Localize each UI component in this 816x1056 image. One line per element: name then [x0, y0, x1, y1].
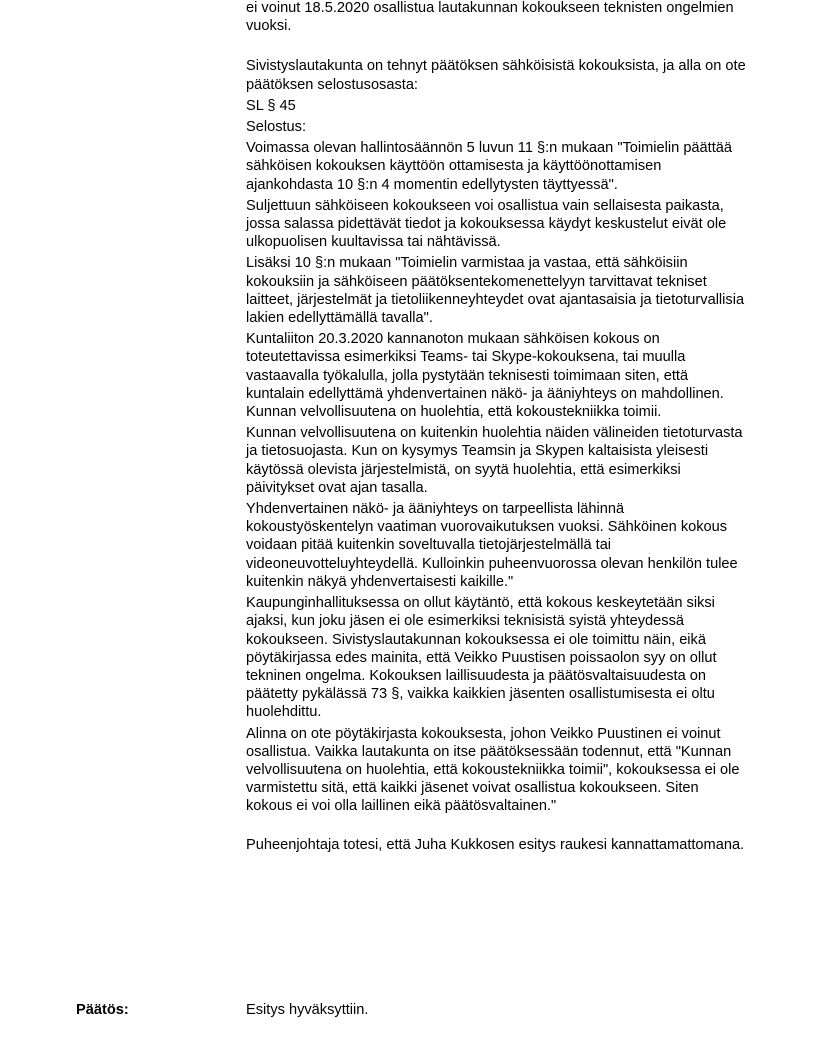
paragraph-explanation-heading: Selostus: — [246, 119, 307, 136]
paragraph-section-ref: SL § 45 — [246, 97, 296, 114]
document-body — [246, 0, 746, 857]
paragraph-board-decision: Sivistyslautakunta on tehnyt päätöksen sähköisistä kokouksista, ja alla on ote päätöksen selostusosasta: — [246, 58, 746, 93]
paragraph-kuntaliitto: Kuntaliiton 20.3.2020 kannanoton mukaan sähköisen kokous on toteutettavissa esimerkiksi Teams- tai Skype-kokouksena, tai muulla vastaavalla työkalulla, jolla pystytään teknisesti toimimaan siten, että kuntalain edellyttämä yhdenvertainen näkö- ja ääniyhteys on mahdollinen. Kunnan velvollisuutena on huolehtia, että kokoustekniikka toimii. — [246, 331, 724, 421]
paragraph-equal-connection: Yhdenvertainen näkö- ja ääniyhteys on tarpeellista lähinnä kokoustyöskentelyn vaatiman vuorovaikutuksen vuoksi. Sähköinen kokous voidaan pitää kuitenkin soveltuvalla tietojärjestelmällä tai videoneuvotteluyhteydellä. Kulloinkin puheenvuorossa olevan henkilön tulee kuitenkin näkyä yhdenvertaisesti kaikille." — [246, 501, 738, 590]
paragraph-security: Kunnan velvollisuutena on kuitenkin huolehtia näiden välineiden tietoturvasta ja tietosuojasta. Kun on kysymys Teamsin ja Skypen kaltaisista yleisesti käytössä olevista järjestelmistä, on syytä huolehtia, että esimerkiksi päivitykset ovat ajan tasalla. — [246, 425, 743, 496]
paragraph-intro: ei voinut 18.5.2020 osallistua lautakunnan kokoukseen teknisten ongelmien vuoksi. — [246, 0, 734, 35]
paragraph-rules-11: Voimassa olevan hallintosäännön 5 luvun 11 §:n mukaan "Toimielin päättää sähköisen kokouksen käyttöön ottamisesta ja käyttöönottamisen ajankohdasta 10 §:n 4 momentin edellytysten täyttyessä". — [246, 140, 733, 193]
paragraph-practice: Kaupunginhallituksessa on ollut käytäntö, että kokous keskeytetään siksi ajaksi, kun joku jäsen ei ole esimerkiksi teknisistä syistä yhteydessä kokoukseen. Sivistyslautakunnan kokouksessa ei ole toimittu näin, eikä pöytäkirjassa edes mainita, että Veikko Puustisen poissaolon syy on ollut tekninen ongelma. Kokouksen laillisuudesta ja päätösvaltaisuudesta on päätetty pykälässä 73 §, vaikka kaikkien jäsenten osallistumisesta ei oltu huolehdittu. — [246, 595, 717, 721]
paragraph-minutes-excerpt: Alinna on ote pöytäkirjasta kokouksesta, johon Veikko Puustinen ei voinut osallistua. Vaikka lautakunta on itse päätöksessään todennut, että "Kunnan velvollisuutena on huolehtia, että kokoustekniikka toimii", kokouksessa ei ole varmistettu sitä, että kaikki jäsenet voivat osallistua kokoukseen. Siten kokous ei voi olla laillinen eikä päätösvaltainen." — [246, 725, 740, 815]
decision-label: Päätös: — [76, 1002, 129, 1018]
paragraph-rules-10: Lisäksi 10 §:n mukaan "Toimielin varmistaa ja vastaa, että sähköisiin kokouksiin ja sähköiseen päätöksentekomenettelyyn tarvittavat tekniset laitteet, järjestelmät ja tietoliikenneyhteydet ovat ajantasaisia ja tietoturvallisia lakien edellyttämällä tavalla". — [246, 255, 745, 327]
paragraph-closed-meeting: Suljettuun sähköiseen kokoukseen voi osallistua vain sellaisesta paikasta, jossa salassa pidettävät tiedot ja kokouksessa käydyt keskustelut eivät ole ulkopuolisen kuultavissa tai nähtävissä. — [246, 197, 727, 251]
decision-text: Esitys hyväksyttiin. — [246, 1002, 369, 1018]
paragraph-chair-statement: Puheenjohtaja totesi, että Juha Kukkosen esitys raukesi kannattamattomana. — [246, 836, 745, 853]
